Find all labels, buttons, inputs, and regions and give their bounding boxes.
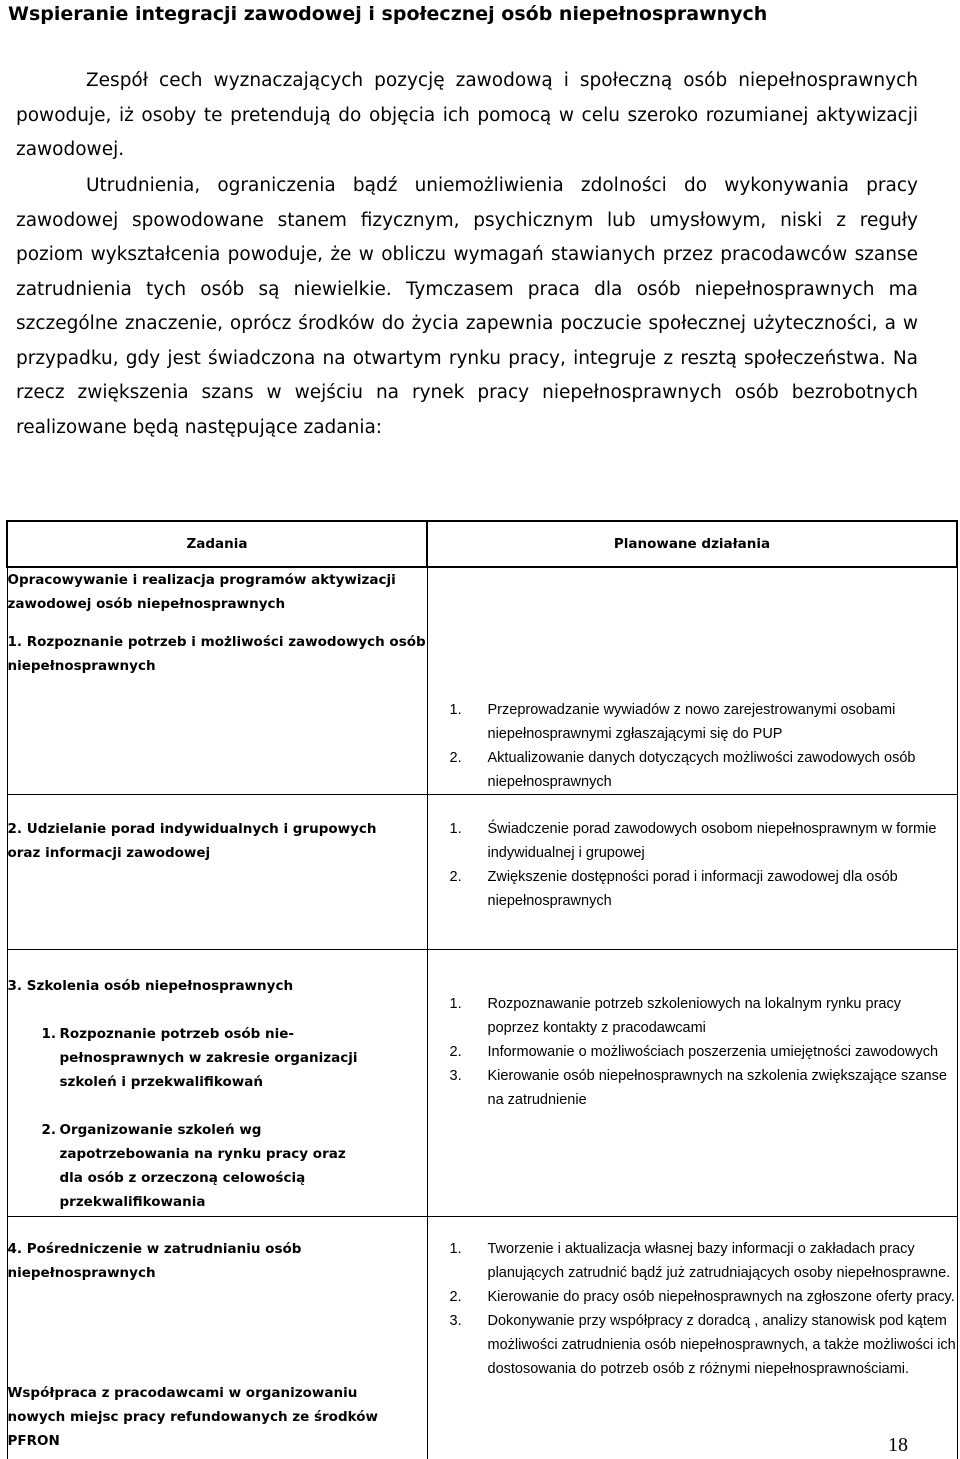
list-item: 2. Kierowanie do pracy osób niepełnosprawnych na zgłoszone oferty pracy.: [428, 1285, 957, 1309]
table-row: [7, 567, 957, 795]
actions-list: [428, 1237, 957, 1381]
list-item: 1. Rozpoznawanie potrzeb szkoleniowych na lokalnym rynku pracy poprzez kontakty z pracodawcami: [428, 992, 957, 1040]
header-tasks: Zadania: [7, 521, 427, 567]
list-item: 3. Dokonywanie przy współpracy z doradcą , analizy stanowisk pod kątem możliwości zatrudnienia osób niepełnosprawnych, a także możliwości ich dostosowania do potrzeb osób z różnymi niepełnosprawnościami.: [428, 1309, 957, 1381]
page-heading: Wspieranie integracji zawodowej i społecznej osób niepełnosprawnych: [8, 2, 952, 26]
table-row: [7, 1217, 957, 1459]
list-item: 2. Informowanie o możliwościach poszerzenia umiejętności zawodowych: [428, 1040, 957, 1064]
task-item: [8, 974, 427, 998]
task-text: Rozpoznanie potrzeb i możliwości zawodowych osób niepełnosprawnych: [8, 634, 426, 674]
list-item: 2. Aktualizowanie danych dotyczących możliwości zawodowych osób niepełnosprawnych: [428, 746, 957, 794]
section-title: Opracowywanie i realizacja programów aktywizacji zawodowej osób niepełnosprawnych: [8, 568, 398, 616]
header-actions: Planowane działania: [427, 521, 957, 567]
task-extra: Współpraca z pracodawcami w organizowaniu nowych miejsc pracy refundowanych ze środków PFRON: [8, 1381, 388, 1453]
table-row: [7, 950, 957, 1217]
task-item: [8, 630, 427, 678]
table-row: [7, 795, 957, 950]
subtask-item: 1. Rozpoznanie potrzeb osób nie-pełnosprawnych w zakresie organizacji szkoleń i przekwalifikowań: [42, 1022, 372, 1094]
actions-list: [428, 992, 957, 1112]
task-item: [8, 817, 388, 865]
actions-list: [428, 817, 957, 913]
task-number: 4.: [8, 1241, 23, 1257]
task-item: [8, 1237, 348, 1285]
subtask-item: 2. Organizowanie szkoleń wg zapotrzebowania na rynku pracy oraz dla osób z orzeczoną celowością przekwalifikowania: [42, 1118, 372, 1214]
actions-list: [428, 698, 957, 794]
task-text: Szkolenia osób niepełnosprawnych: [27, 978, 293, 994]
tasks-table: [6, 520, 958, 1459]
list-item: 1. Przeprowadzanie wywiadów z nowo zarejestrowanymi osobami niepełnosprawnymi zgłaszającymi się do PUP: [428, 698, 957, 746]
task-number: 3.: [8, 978, 23, 994]
list-item: 1. Tworzenie i aktualizacja własnej bazy informacji o zakładach pracy planujących zatrudnić bądź już zatrudniających osoby niepełnosprawne.: [428, 1237, 957, 1285]
task-text: Udzielanie porad indywidualnych i grupowych oraz informacji zawodowej: [8, 821, 377, 861]
task-number: 1.: [8, 634, 23, 650]
page-number: 18: [888, 1433, 908, 1457]
list-item: 2. Zwiększenie dostępności porad i informacji zawodowej dla osób niepełnosprawnych: [428, 865, 957, 913]
task-number: 2.: [8, 821, 23, 837]
list-item: 1. Świadczenie porad zawodowych osobom niepełnosprawnym w formie indywidualnej i grupowej: [428, 817, 957, 865]
body-paragraph: Utrudnienia, ograniczenia bądź uniemożliwienia zdolności do wykonywania pracy zawodowej spowodowane stanem fizycznym, psychicznym lub umysłowym, niski z reguły poziom wykształcenia powoduje, że w obliczu wymagań stawianych przez pracodawców szanse zatrudnienia tych osób są niewielkie. Tymczasem praca dla osób niepełnosprawnych ma szczególne znaczenie, oprócz środków do życia zapewnia poczucie społecznej użyteczności, a w przypadku, gdy jest świadczona na otwartym rynku pracy, integruje z resztą społeczeństwa. Na rzecz zwiększenia szans w wejściu na rynek pracy niepełnosprawnych osób bezrobotnych realizowane będą następujące zadania:: [16, 169, 918, 445]
list-item: 3. Kierowanie osób niepełnosprawnych na szkolenia zwiększające szanse na zatrudnienie: [428, 1064, 957, 1112]
intro-paragraph: Zespół cech wyznaczających pozycję zawodową i społeczną osób niepełnosprawnych powoduje, iż osoby te pretendują do objęcia ich pomocą w celu szeroko rozumianej aktywizacji zawodowej.: [16, 64, 918, 168]
task-text: Pośredniczenie w zatrudnianiu osób niepełnosprawnych: [8, 1241, 302, 1281]
